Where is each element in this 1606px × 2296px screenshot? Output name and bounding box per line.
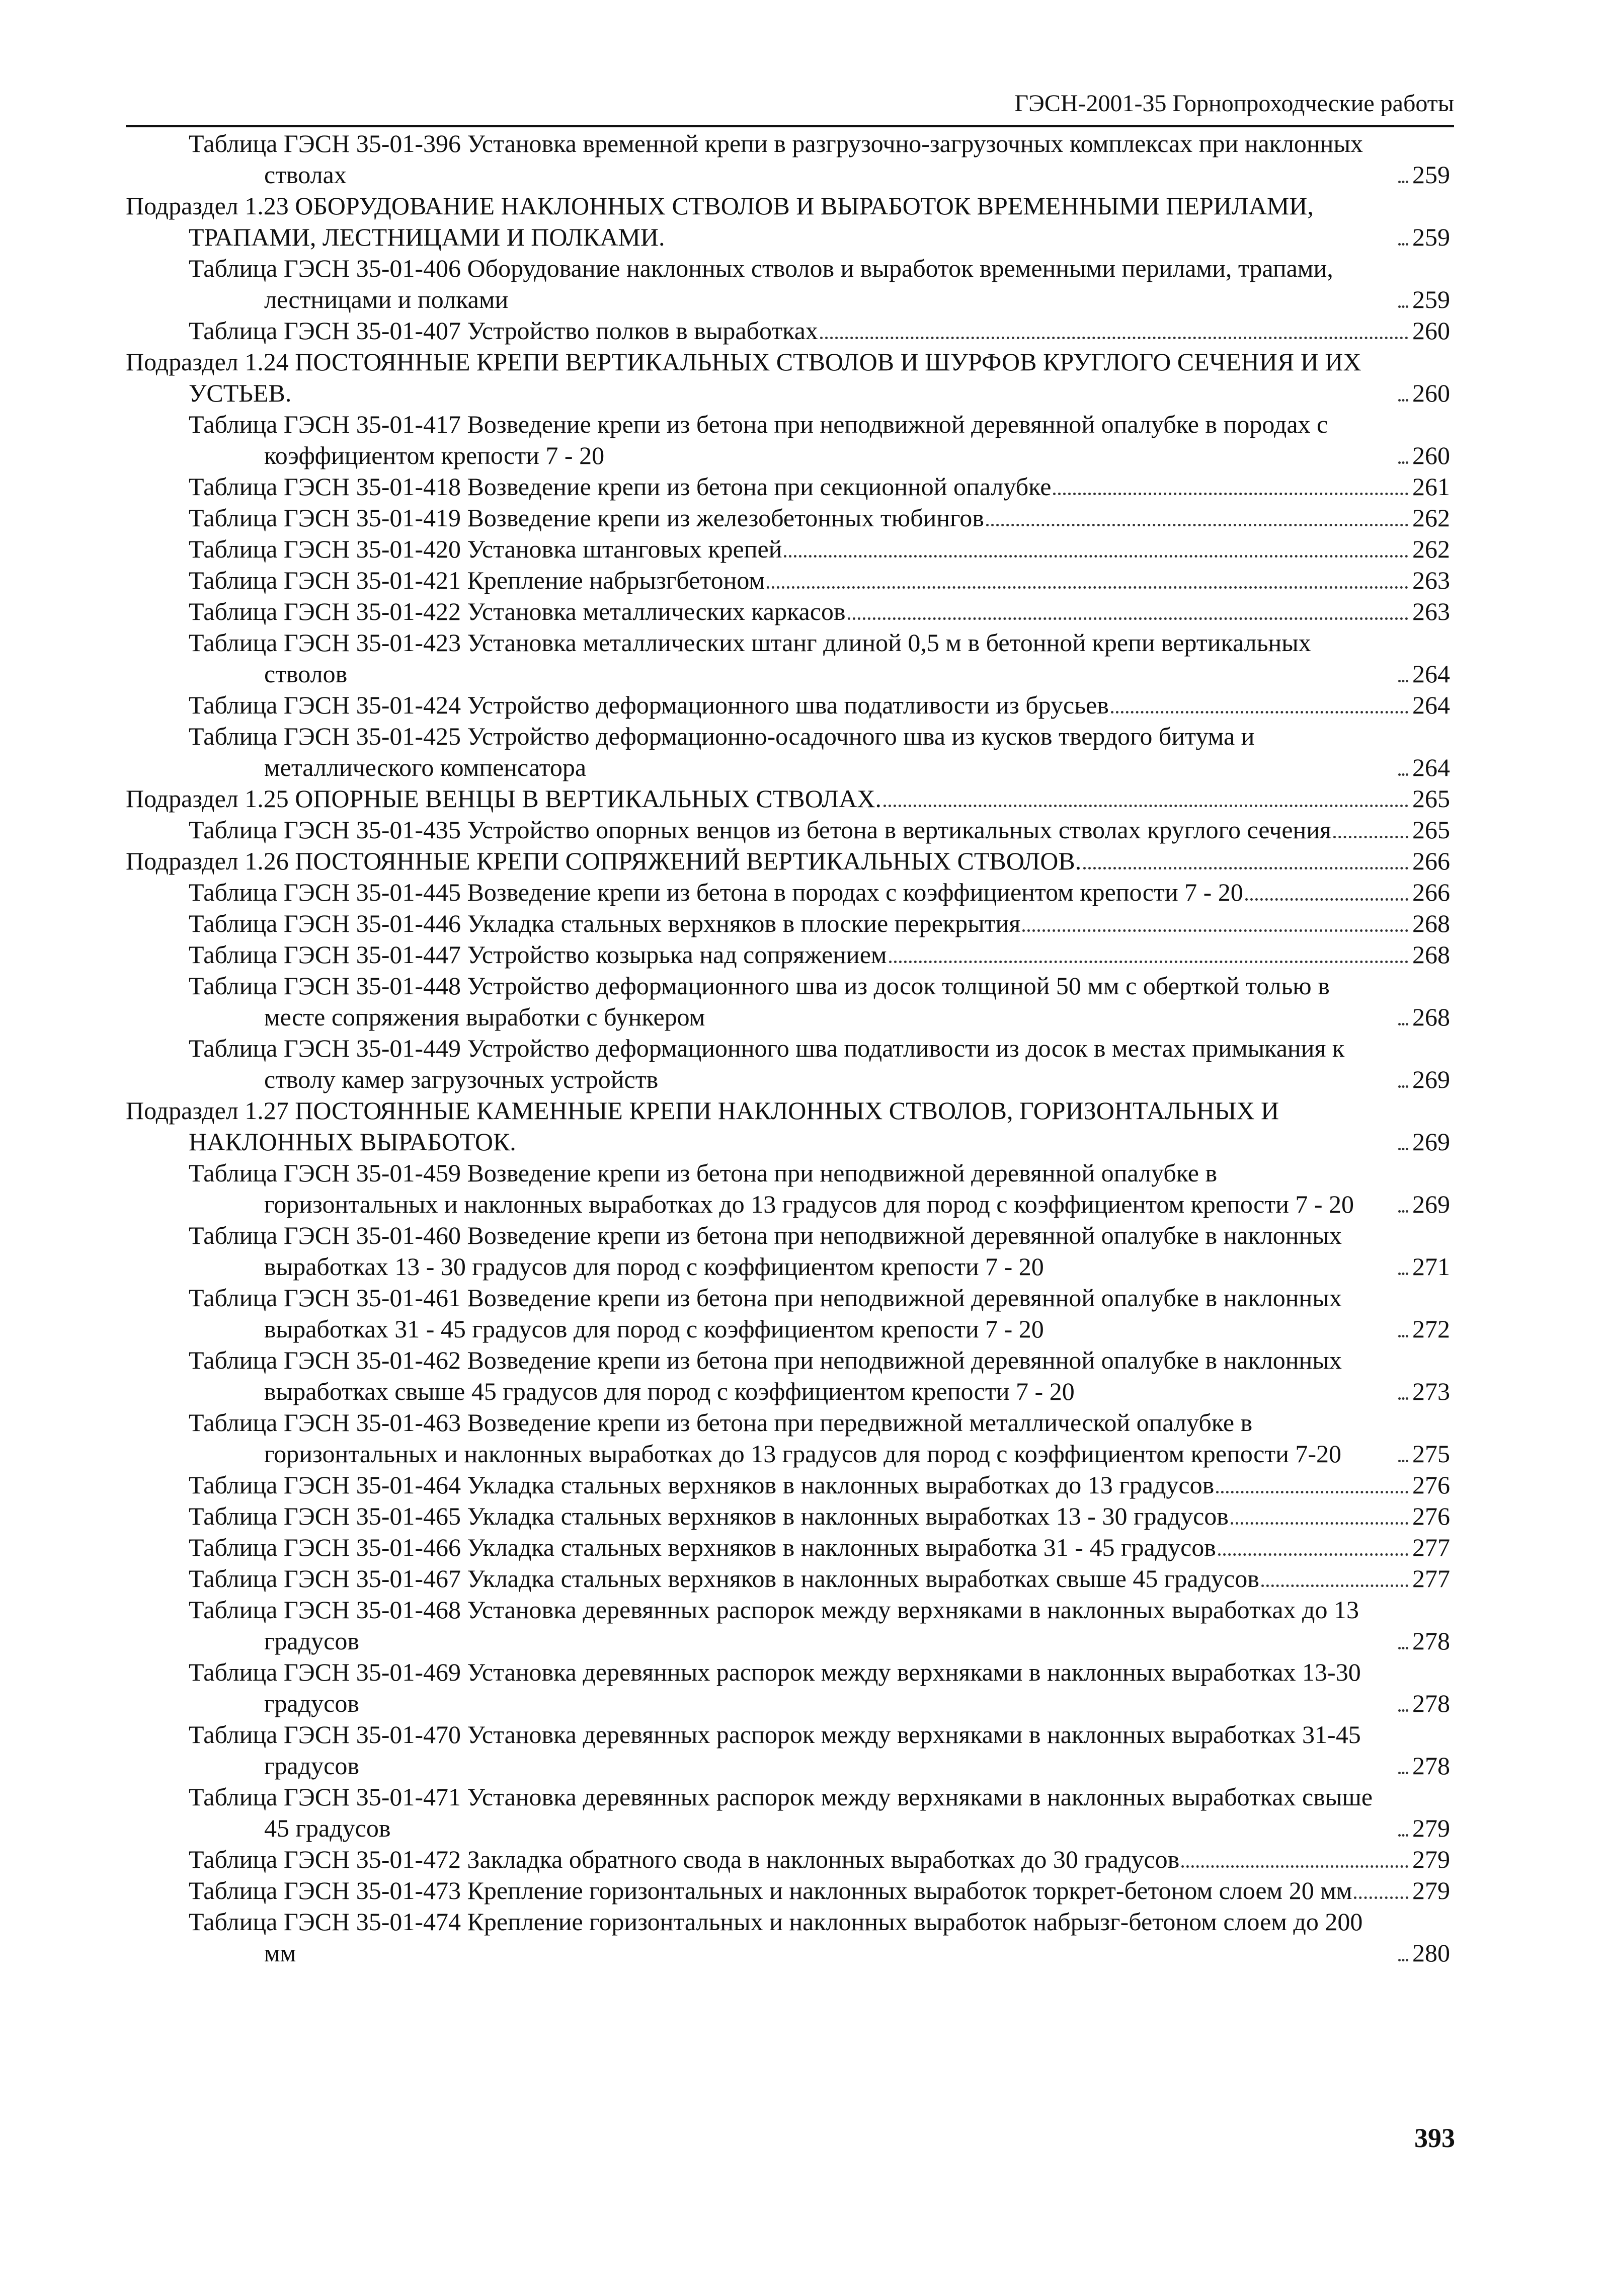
toc-entry-title: Таблица ГЭСН 35-01-435 Устройство опорных венцов из бетона в вертикальных стволах круглого сечения	[189, 816, 1332, 844]
toc-entry-page: 259	[1412, 285, 1450, 313]
dot-leader	[1398, 305, 1408, 308]
dot-leader	[1398, 243, 1408, 246]
toc-entry-page: 266	[1412, 878, 1450, 906]
toc-table-entry[interactable]	[126, 315, 1450, 346]
toc-table-entry[interactable]	[126, 1719, 1450, 1781]
toc-entry-page: 263	[1412, 566, 1450, 594]
toc-table-entry[interactable]	[126, 1407, 1450, 1469]
dot-leader	[820, 337, 1408, 339]
toc-entry-title: Таблица ГЭСН 35-01-445 Возведение крепи из бетона в породах с коэффициентом крепости 7 - 20	[189, 878, 1243, 906]
toc-entry-title: Таблица ГЭСН 35-01-424 Устройство деформационного шва податливости из брусьев	[189, 691, 1109, 719]
toc-entry-title: Таблица ГЭСН 35-01-423 Установка металлических штанг длиной 0,5 м в бетонной крепи вертикальных стволов	[189, 628, 1311, 688]
dot-leader	[1398, 680, 1408, 682]
toc-entry-title: Таблица ГЭСН 35-01-469 Установка деревянных распорок между верхняками в наклонных выработках 13-30 градусов	[189, 1658, 1361, 1717]
toc-table-entry[interactable]	[126, 721, 1450, 783]
toc-table-entry[interactable]	[126, 970, 1450, 1033]
toc-entry-page: 265	[1412, 784, 1450, 813]
dot-leader	[767, 586, 1408, 589]
toc-entry-title: Таблица ГЭСН 35-01-407 Устройство полков в выработках	[189, 316, 818, 345]
table-of-contents	[126, 128, 1450, 1968]
toc-entry-page: 278	[1412, 1689, 1450, 1717]
toc-entry-page: 261	[1412, 472, 1450, 501]
toc-entry-page: 271	[1412, 1252, 1450, 1281]
toc-entry-title: Таблица ГЭСН 35-01-463 Возведение крепи из бетона при передвижной металлической опалубке в горизонтальных и наклонных выработках до 13 градусов для пород с коэффициентом крепости 7-20	[189, 1408, 1342, 1468]
toc-entry-page: 279	[1412, 1845, 1450, 1873]
toc-entry-title: Таблица ГЭСН 35-01-470 Установка деревянных распорок между верхняками в наклонных выработках 31-45 градусов	[189, 1720, 1361, 1780]
page-header-title: ГЭСН-2001-35 Горнопроходческие работы	[1014, 90, 1454, 117]
toc-entry-page: 265	[1412, 816, 1450, 844]
toc-section-entry[interactable]	[126, 1095, 1450, 1157]
toc-table-entry[interactable]	[126, 596, 1450, 627]
toc-section-entry[interactable]	[126, 845, 1450, 877]
dot-leader	[1398, 1085, 1408, 1088]
toc-entry-title: Подраздел 1.24 ПОСТОЯННЫЕ КРЕПИ ВЕРТИКАЛЬНЫХ СТВОЛОВ И ШУРФОВ КРУГЛОГО СЕЧЕНИЯ И ИХ УСТЬЕВ.	[126, 348, 1361, 407]
toc-entry-page: 275	[1412, 1440, 1450, 1468]
toc-entry-page: 277	[1412, 1533, 1450, 1561]
dot-leader	[1398, 1834, 1408, 1837]
dot-leader	[1398, 1772, 1408, 1774]
toc-table-entry[interactable]	[126, 1500, 1450, 1532]
toc-table-entry[interactable]	[126, 1220, 1450, 1282]
dot-leader	[1398, 1709, 1408, 1712]
toc-entry-title: Таблица ГЭСН 35-01-449 Устройство деформационного шва податливости из досок в местах примыкания к стволу камер загрузочных устройств	[189, 1034, 1345, 1093]
dot-leader	[1218, 1553, 1408, 1556]
toc-table-entry[interactable]	[126, 814, 1450, 845]
toc-entry-title: Таблица ГЭСН 35-01-418 Возведение крепи из бетона при секционной опалубке	[189, 472, 1052, 501]
toc-entry-title: Таблица ГЭСН 35-01-420 Установка штанговых крепей	[189, 535, 782, 563]
toc-entry-page: 266	[1412, 847, 1450, 875]
toc-table-entry[interactable]	[126, 1781, 1450, 1844]
toc-entry-page: 276	[1412, 1471, 1450, 1499]
toc-table-entry[interactable]	[126, 877, 1450, 908]
toc-table-entry[interactable]	[126, 128, 1450, 190]
dot-leader	[1398, 181, 1408, 183]
toc-entry-page: 262	[1412, 504, 1450, 532]
toc-entry-title: Подраздел 1.27 ПОСТОЯННЫЕ КАМЕННЫЕ КРЕПИ НАКЛОННЫХ СТВОЛОВ, ГОРИЗОНТАЛЬНЫХ И НАКЛОННЫХ ВЫРАБОТОК.	[126, 1096, 1279, 1156]
toc-entry-page: 269	[1412, 1128, 1450, 1156]
toc-entry-title: Таблица ГЭСН 35-01-460 Возведение крепи из бетона при неподвижной деревянной опалубке в наклонных выработках 13 - 30 градусов для пород с коэффициентом крепости 7 - 20	[189, 1221, 1342, 1281]
toc-entry-title: Таблица ГЭСН 35-01-448 Устройство деформационного шва из досок толщиной 50 мм с оберткой толью в месте сопряжения выработки с бункером	[189, 972, 1330, 1031]
header-divider	[126, 125, 1454, 127]
toc-entry-page: 279	[1412, 1876, 1450, 1905]
toc-entry-page: 278	[1412, 1627, 1450, 1655]
toc-entry-title: Таблица ГЭСН 35-01-465 Укладка стальных верхняков в наклонных выработках 13 - 30 градусов	[189, 1502, 1229, 1530]
toc-entry-page: 264	[1412, 691, 1450, 719]
toc-table-entry[interactable]	[126, 1844, 1450, 1875]
toc-table-entry[interactable]	[126, 1157, 1450, 1220]
toc-table-entry[interactable]	[126, 689, 1450, 721]
dot-leader	[1022, 929, 1408, 932]
dot-leader	[884, 805, 1408, 807]
toc-entry-title: Таблица ГЭСН 35-01-467 Укладка стальных верхняков в наклонных выработках свыше 45 градусов	[189, 1564, 1259, 1593]
toc-entry-page: 260	[1412, 379, 1450, 407]
toc-entry-title: Таблица ГЭСН 35-01-472 Закладка обратного свода в наклонных выработках до 30 градусов	[189, 1845, 1180, 1873]
toc-entry-page: 268	[1412, 940, 1450, 969]
toc-section-entry[interactable]	[126, 783, 1450, 814]
toc-entry-title: Таблица ГЭСН 35-01-421 Крепление набрызгбетоном	[189, 566, 765, 594]
toc-table-entry[interactable]	[126, 1563, 1450, 1594]
toc-entry-title: Таблица ГЭСН 35-01-425 Устройство деформационно-осадочного шва из кусков твердого битума и металлического компенсатора	[189, 722, 1255, 781]
dot-leader	[1398, 1273, 1408, 1275]
toc-table-entry[interactable]	[126, 1656, 1450, 1719]
toc-entry-title: Таблица ГЭСН 35-01-422 Установка металлических каркасов	[189, 597, 846, 625]
toc-table-entry[interactable]	[126, 502, 1450, 533]
dot-leader	[1398, 1397, 1408, 1400]
dot-leader	[848, 617, 1408, 620]
toc-entry-title: Таблица ГЭСН 35-01-471 Установка деревянных распорок между верхняками в наклонных выработках свыше 45 градусов	[189, 1783, 1373, 1842]
toc-entry-title: Таблица ГЭСН 35-01-446 Укладка стальных верхняков в плоские перекрытия	[189, 909, 1021, 937]
toc-entry-title: Таблица ГЭСН 35-01-474 Крепление горизонтальных и наклонных выработок набрызг-бетоном слоем до 200 мм	[189, 1908, 1363, 1967]
toc-entry-title: Таблица ГЭСН 35-01-396 Установка временной крепи в разгрузочно-загрузочных комплексах при наклонных стволах	[189, 129, 1363, 189]
toc-entry-page: 277	[1412, 1564, 1450, 1593]
toc-entry-page: 259	[1412, 161, 1450, 189]
toc-entry-title: Таблица ГЭСН 35-01-419 Возведение крепи из железобетонных тюбингов	[189, 504, 984, 532]
toc-entry-title: Подраздел 1.25 ОПОРНЫЕ ВЕНЦЫ В ВЕРТИКАЛЬНЫХ СТВОЛАХ.	[126, 784, 882, 813]
toc-table-entry[interactable]	[126, 565, 1450, 596]
dot-leader	[1053, 493, 1408, 495]
toc-entry-title: Таблица ГЭСН 35-01-406 Оборудование наклонных стволов и выработок временными перилами, трапами, лестницами и полками	[189, 254, 1333, 313]
toc-entry-title: Подраздел 1.23 ОБОРУДОВАНИЕ НАКЛОННЫХ СТВОЛОВ И ВЫРАБОТОК ВРЕМЕННЫМИ ПЕРИЛАМИ, ТРАПАМИ, ЛЕСТНИЦАМИ И ПОЛКАМИ.	[126, 192, 1314, 251]
dot-leader	[1354, 1896, 1408, 1899]
dot-leader	[889, 961, 1408, 963]
toc-section-entry[interactable]	[126, 346, 1450, 409]
toc-table-entry[interactable]	[126, 1344, 1450, 1407]
dot-leader	[1333, 836, 1408, 838]
dot-leader	[1083, 867, 1408, 869]
dot-leader	[1398, 1647, 1408, 1649]
toc-entry-page: 269	[1412, 1190, 1450, 1218]
toc-table-entry[interactable]	[126, 1469, 1450, 1500]
dot-leader	[1261, 1585, 1408, 1587]
toc-entry-page: 278	[1412, 1752, 1450, 1780]
page-number: 393	[1414, 2123, 1455, 2153]
toc-entry-title: Таблица ГЭСН 35-01-473 Крепление горизонтальных и наклонных выработок торкрет-бетоном слоем 20 мм	[189, 1876, 1352, 1905]
toc-table-entry[interactable]	[126, 471, 1450, 502]
toc-entry-page: 263	[1412, 597, 1450, 625]
dot-leader	[784, 555, 1408, 558]
toc-table-entry[interactable]	[126, 1906, 1450, 1968]
toc-entry-page: 272	[1412, 1315, 1450, 1343]
toc-entry-title: Таблица ГЭСН 35-01-417 Возведение крепи из бетона при неподвижной деревянной опалубке в породах с коэффициентом крепости 7 - 20	[189, 410, 1328, 469]
toc-entry-title: Таблица ГЭСН 35-01-464 Укладка стальных верхняков в наклонных выработках до 13 градусов	[189, 1471, 1215, 1499]
dot-leader	[1398, 1023, 1408, 1025]
toc-entry-page: 269	[1412, 1065, 1450, 1093]
dot-leader	[1181, 1865, 1408, 1868]
toc-entry-title: Таблица ГЭСН 35-01-462 Возведение крепи из бетона при неподвижной деревянной опалубке в наклонных выработках свыше 45 градусов для пород с коэффициентом крепости 7 - 20	[189, 1346, 1342, 1405]
toc-entry-page: 280	[1412, 1939, 1450, 1967]
dot-leader	[1398, 461, 1408, 464]
toc-table-entry[interactable]	[126, 1532, 1450, 1563]
toc-table-entry[interactable]	[126, 1282, 1450, 1344]
toc-entry-title: Таблица ГЭСН 35-01-459 Возведение крепи из бетона при неподвижной деревянной опалубке в горизонтальных и наклонных выработках до 13 градусов для пород с коэффициентом крепости 7 - 20	[189, 1159, 1354, 1218]
toc-entry-title: Таблица ГЭСН 35-01-466 Укладка стальных верхняков в наклонных выработка 31 - 45 градусов	[189, 1533, 1216, 1561]
toc-entry-page: 273	[1412, 1377, 1450, 1405]
toc-entry-page: 259	[1412, 223, 1450, 251]
toc-entry-page: 268	[1412, 909, 1450, 937]
dot-leader	[1398, 1959, 1408, 1961]
toc-table-entry[interactable]	[126, 939, 1450, 970]
dot-leader	[986, 524, 1408, 526]
toc-entry-page: 260	[1412, 316, 1450, 345]
dot-leader	[1111, 711, 1408, 714]
toc-table-entry[interactable]	[126, 253, 1450, 315]
toc-table-entry[interactable]	[126, 1875, 1450, 1906]
toc-entry-title: Таблица ГЭСН 35-01-468 Установка деревянных распорок между верхняками в наклонных выработках до 13 градусов	[189, 1596, 1359, 1655]
toc-table-entry[interactable]	[126, 1594, 1450, 1656]
toc-entry-page: 262	[1412, 535, 1450, 563]
dot-leader	[1398, 773, 1408, 776]
toc-table-entry[interactable]	[126, 1033, 1450, 1095]
toc-table-entry[interactable]	[126, 908, 1450, 939]
toc-entry-title: Подраздел 1.26 ПОСТОЯННЫЕ КРЕПИ СОПРЯЖЕНИЙ ВЕРТИКАЛЬНЫХ СТВОЛОВ.	[126, 847, 1082, 875]
dot-leader	[1398, 1148, 1408, 1150]
toc-entry-page: 279	[1412, 1814, 1450, 1842]
dot-leader	[1216, 1491, 1408, 1493]
toc-entry-page: 276	[1412, 1502, 1450, 1530]
dot-leader	[1398, 399, 1408, 402]
toc-table-entry[interactable]	[126, 627, 1450, 689]
dot-leader	[1398, 1335, 1408, 1337]
toc-entry-page: 264	[1412, 753, 1450, 781]
toc-entry-page: 260	[1412, 441, 1450, 469]
toc-table-entry[interactable]	[126, 533, 1450, 565]
dot-leader	[1398, 1460, 1408, 1462]
toc-entry-title: Таблица ГЭСН 35-01-461 Возведение крепи из бетона при неподвижной деревянной опалубке в наклонных выработках 31 - 45 градусов для пород с коэффициентом крепости 7 - 20	[189, 1284, 1342, 1343]
toc-table-entry[interactable]	[126, 409, 1450, 471]
dot-leader	[1231, 1522, 1408, 1525]
dot-leader	[1245, 898, 1408, 901]
toc-section-entry[interactable]	[126, 190, 1450, 253]
toc-entry-page: 268	[1412, 1003, 1450, 1031]
toc-entry-title: Таблица ГЭСН 35-01-447 Устройство козырька над сопряжением	[189, 940, 887, 969]
dot-leader	[1398, 1210, 1408, 1213]
toc-entry-page: 264	[1412, 660, 1450, 688]
